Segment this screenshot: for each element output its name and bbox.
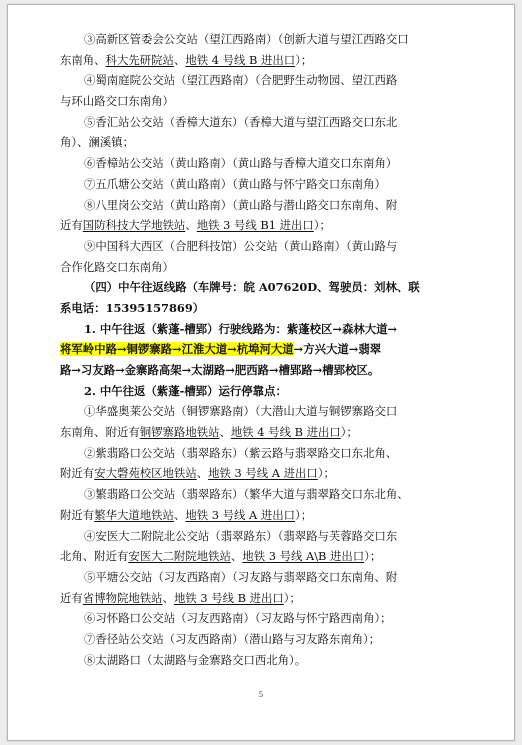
- station-link: 地铁 3 号线 A 进出口: [185, 507, 296, 522]
- stop-anyi-line2: [60, 546, 480, 567]
- text-run: 、: [219, 425, 231, 440]
- station-link: 地铁 4 号线 B 进出口: [230, 425, 341, 440]
- route-line1: 1. 中午往返（紫蓬-槽郢）行驶线路为：紫蓬校区→森林大道→: [84, 321, 398, 336]
- station-link: 安大磬苑校区地铁站: [94, 466, 197, 481]
- stop-baligang-line2: [60, 215, 480, 236]
- stop-xiangjing: ⑦香径站公交站（习友西路南）（潜山路与习友路东南角）；: [84, 631, 381, 646]
- stop-ustc-west-line2: 合作化路交口东南角）: [60, 259, 174, 274]
- text-run: ）；: [364, 549, 382, 564]
- document-page: [7, 4, 515, 741]
- stops-heading: 2. 中午往返（紫蓬-槽郢）运行停靠点：: [84, 383, 287, 398]
- stop-gaoxin-line2: [60, 50, 480, 71]
- stop-xiangzhang: ⑥香樟站公交站（黄山路南）（黄山路与香樟大道交口东南角）: [84, 156, 398, 171]
- section-heading-line2: 系电话：15395157869）: [60, 300, 205, 315]
- stop-zifei-line2: [60, 463, 480, 484]
- stop-pingtang-line2: [60, 588, 480, 609]
- stop-wuzhaotang: ⑦五爪塘公交站（黄山路南）（黄山路与怀宁路交口东南角）: [84, 176, 386, 191]
- stop-xianghui-line2: 角）、澜溪镇；: [60, 135, 135, 150]
- text-run: 、: [173, 507, 186, 522]
- station-link: 铜锣寨路地铁站: [139, 425, 220, 440]
- route-line2: [60, 339, 480, 360]
- station-link: 科大先研院站: [105, 52, 174, 67]
- highlighted-route: 将军岭中路→铜锣寨路→江淮大道→杭埠河大道: [60, 342, 294, 357]
- text-run: ）；: [317, 466, 335, 481]
- stop-pingtang-line1: ⑤平塘公交站（习友西路南）（习友路与翡翠路交口东南角、附: [84, 569, 398, 584]
- stop-fanfei-line2: [60, 505, 480, 526]
- station-link: 安医大二附院地铁站: [128, 549, 231, 564]
- text-run: 、: [162, 590, 174, 605]
- page-number: 5: [258, 691, 264, 699]
- stop-ustc-west-line1: ⑨中国科大西区（合肥科技馆）公交站（黄山路南）（黄山路与: [84, 238, 398, 253]
- text-run: 、: [196, 466, 209, 481]
- stop-huasheng-line2: [60, 422, 480, 443]
- station-link: 省博物院地铁站: [82, 590, 163, 605]
- stop-huasheng-line1: ①华盛奥莱公交站（铜锣寨路南）（大潜山大道与铜锣寨路交口: [84, 404, 398, 419]
- stop-xianghui-line1: ⑤香汇站公交站（香樟大道东）（香樟大道与望江西路交口东北: [84, 114, 398, 129]
- stop-xihuai: ⑥习怀路口公交站（习友西路南）（习友路与怀宁路西南角）；: [84, 611, 392, 626]
- text-run: ）；: [283, 590, 301, 605]
- text-run: 、: [185, 218, 197, 233]
- station-link: 地铁 3 号线 B1 进出口: [196, 218, 314, 233]
- text-run: 、: [230, 549, 243, 564]
- route-line3: 路→习友路→金寨路高架→太湖路→肥西路→槽郢路→槽郢校区。: [60, 363, 380, 377]
- text-run: 附近有: [60, 507, 95, 522]
- document-body: [60, 29, 480, 670]
- stop-taihu: ⑧太湖路口（太湖路与金寨路交口西北角）。: [84, 652, 307, 667]
- text-run: 附近有: [60, 466, 95, 481]
- text-run: ）；: [340, 425, 358, 440]
- text-run: 近有: [60, 218, 83, 233]
- stop-baligang-line1: ⑧八里岗公交站（黄山路南）（黄山路与潜山路交口东南角、附: [84, 197, 398, 212]
- text-run: ）；: [295, 507, 313, 522]
- station-link: 地铁 3 号线 B 进出口: [173, 590, 284, 605]
- text-run: ）；: [313, 218, 331, 233]
- stop-shunan-line2: 与环山路交口东南角）: [60, 94, 174, 109]
- stop-shunan-line1: ④蜀南庭院公交站（望江西路南）（合肥野生动物园、望江西路: [84, 73, 398, 88]
- text-run: 近有: [60, 590, 83, 605]
- text-run: 东南角、: [60, 52, 106, 67]
- stop-fanfei-line1: ③繁翡路口公交站（翡翠路东）（繁华大道与翡翠路交口东北角、: [84, 487, 409, 502]
- text-run: 北角、附近有: [60, 549, 129, 564]
- stop-zifei-line1: ②紫翡路口公交站（翡翠路东）（紫云路与翡翠路交口东北角、: [84, 445, 398, 460]
- text-run: →方兴大道→翡翠: [293, 342, 382, 357]
- text-run: ）；: [295, 52, 313, 67]
- station-link: 国防科技大学地铁站: [82, 218, 186, 233]
- station-link: 地铁 3 号线 A 进出口: [208, 466, 318, 481]
- station-link: 繁华大道地铁站: [94, 507, 174, 522]
- station-link: 地铁 4 号线 B 进出口: [185, 52, 296, 67]
- text-run: 、: [173, 52, 186, 67]
- station-link: 地铁 3 号线 A\B 进出口: [242, 549, 365, 564]
- section-heading-line1: （四）中午往返线路（车牌号：皖 A07620D、驾驶员：刘林、联: [84, 280, 420, 295]
- stop-anyi-line1: ④安医大二附院北公交站（翡翠路东）（翡翠路与芙蓉路交口东: [84, 528, 398, 543]
- stop-gaoxin-line1: ③高新区管委会公交站（望江西路南）（创新大道与望江西路交口: [84, 32, 409, 46]
- text-run: 东南角、附近有: [60, 425, 140, 440]
